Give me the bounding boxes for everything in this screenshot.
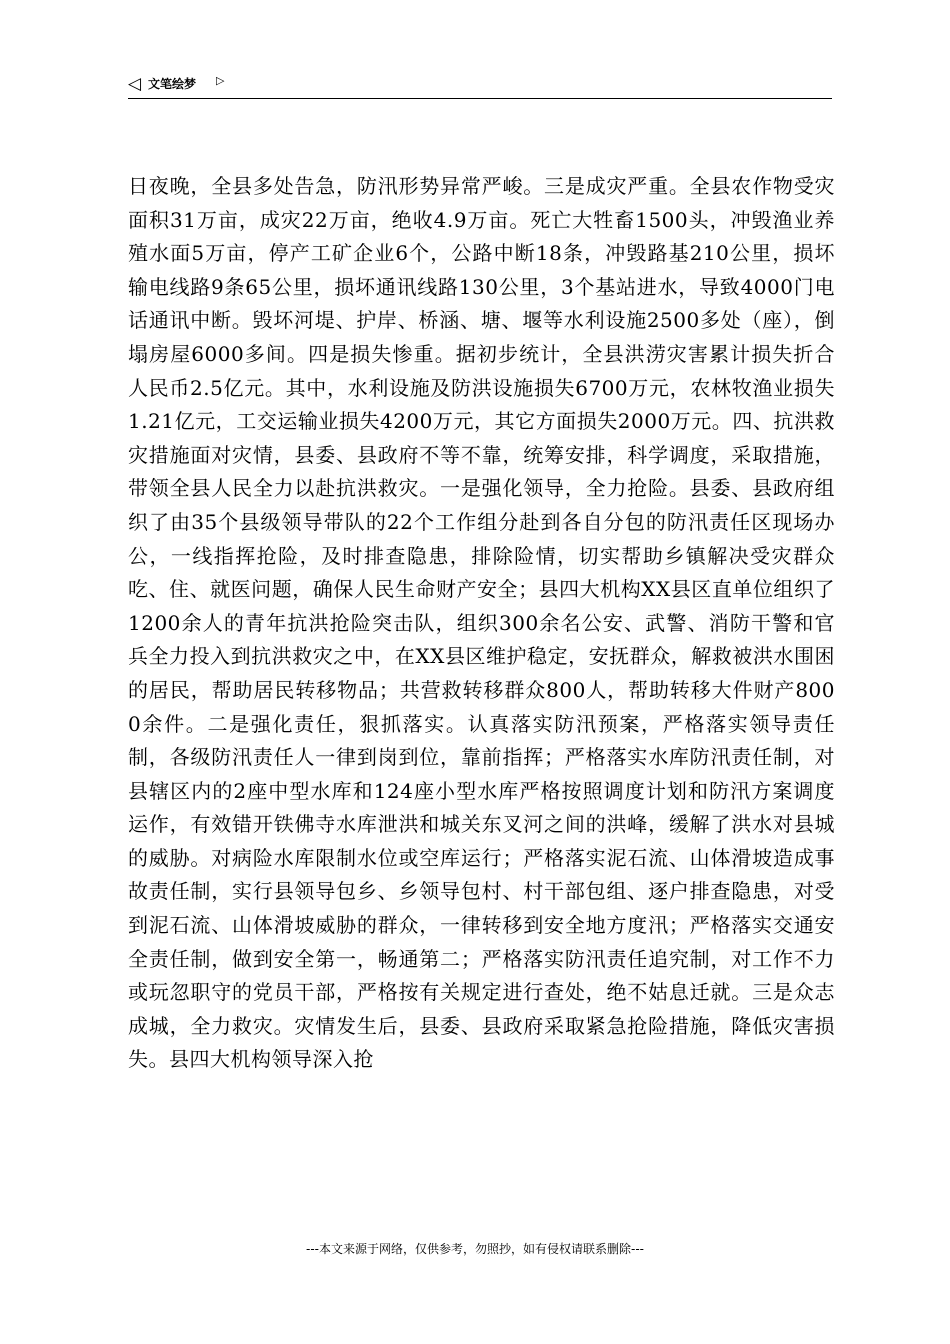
right-triangle-icon: ▷ [216,74,225,87]
left-triangle-icon: ◁ [128,74,142,94]
page-header [128,70,832,99]
body-paragraph: 日夜晚，全县多处告急，防汛形势异常严峻。三是成灾严重。全县农作物受灾面积31万亩，成灾22万亩，绝收4.9万亩。死亡大牲畜1500头，冲毁渔业养殖水面5万亩，停产工矿企业6个，公路中断18条，冲毁路基210公里，损坏输电线路9条65公里，损坏通讯线路130公里，3个基站进水，导致4000门电话通讯中断。毁坏河堤、护岸、桥涵、塘、堰等水利设施2500多处（座），倒塌房屋6000多间。四是损失惨重。据初步统计，全县洪涝灾害累计损失折合人民币2.5亿元。其中，水利设施及防洪设施损失6700万元，农林牧渔业损失1.21亿元，工交运输业损失4200万元，其它方面损失2000万元。四、抗洪救灾措施面对灾情，县委、县政府不等不靠，统筹安排，科学调度，采取措施，带领全县人民全力以赴抗洪救灾。一是强化领导，全力抢险。县委、县政府组织了由35个县级领导带队的22个工作组分赴到各自分包的防汛责任区现场办公，一线指挥抢险，及时排查隐患，排除险情，切实帮助乡镇解决受灾群众吃、住、就医问题，确保人民生命财产安全；县四大机构XX县区直单位组织了1200余人的青年抗洪抢险突击队，组织300余名公安、武警、消防干警和官兵全力投入到抗洪救灾之中，在XX县区维护稳定，安抚群众，解救被洪水围困的居民，帮助居民转移物品；共营救转移群众800人，帮助转移大件财产8000余件。二是强化责任，狠抓落实。认真落实防汛预案，严格落实领导责任制，各级防汛责任人一律到岗到位，靠前指挥；严格落实水库防汛责任制，对县辖区内的2座中型水库和124座小型水库严格按照调度计划和防汛方案调度运作，有效错开铁佛寺水库泄洪和城关东叉河之间的洪峰，缓解了洪水对县城的威胁。对病险水库限制水位或空库运行；严格落实泥石流、山体滑坡造成事故责任制，实行县领导包乡、乡领导包村、村干部包组、逐户排查隐患，对受到泥石流、山体滑坡威胁的群众，一律转移到安全地方度汛；严格落实交通安全责任制，做到安全第一，畅通第二；严格落实防汛责任追究制，对工作不力或玩忽职守的党员干部，严格按有关规定进行查处，绝不姑息迁就。三是众志成城，全力救灾。灾情发生后，县委、县政府采取紧急抢险措施，降低灾害损失。县四大机构领导深入抢 [128,174,835,1072]
footer-notice: ---本文来源于网络，仅供参考，勿照抄，如有侵权请联系删除--- [306,1242,644,1256]
header-title: 文笔绘梦 [148,77,197,91]
document-body [128,170,835,1077]
